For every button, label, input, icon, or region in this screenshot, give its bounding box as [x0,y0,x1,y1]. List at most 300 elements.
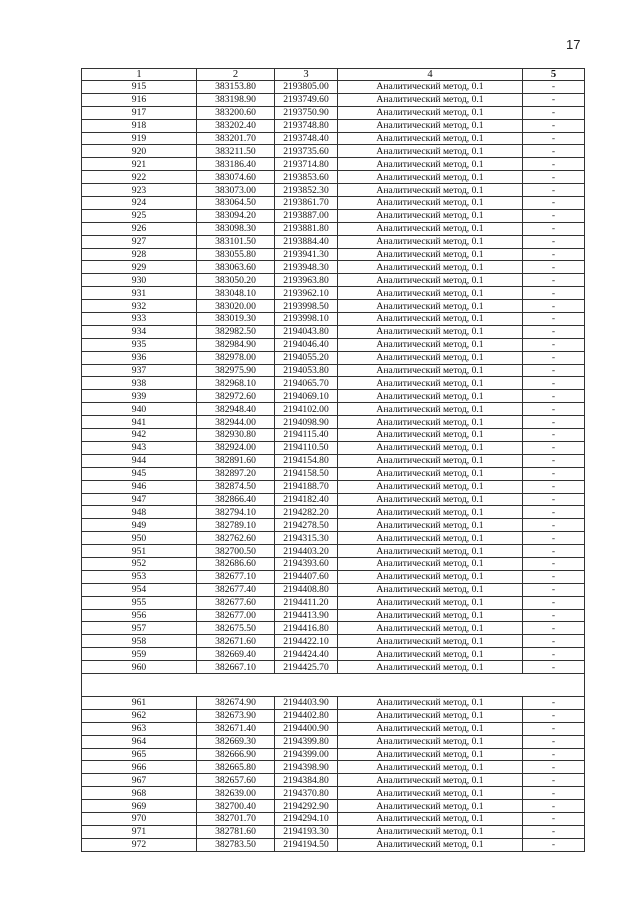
table-cell-col5: - [523,106,585,119]
table-row [82,609,585,622]
table-row [82,325,585,338]
table-cell-col2: 383064.50 [197,197,275,210]
table-cell-col5: - [523,403,585,416]
table-cell-col4: Аналитический метод, 0.1 [338,709,523,722]
table-cell-col3: 2194292.90 [275,800,338,813]
table-cell-col5: - [523,416,585,429]
table-cell-col2: 382978.00 [197,351,275,364]
table-cell-col3: 2194407.60 [275,570,338,583]
table-row [82,119,585,132]
table-cell-col1: 950 [82,532,197,545]
table-cell-col3: 2193748.40 [275,132,338,145]
table-row [82,93,585,106]
table-row [82,557,585,570]
table-cell-col1: 964 [82,735,197,748]
table-cell-col4: Аналитический метод, 0.1 [338,506,523,519]
table-cell-col5: - [523,325,585,338]
table-cell-col3: 2194402.80 [275,709,338,722]
table-cell-col2: 383074.60 [197,171,275,184]
table-cell-col4: Аналитический метод, 0.1 [338,209,523,222]
table-cell-col3: 2194408.80 [275,583,338,596]
table-cell-col3: 2194182.40 [275,493,338,506]
table-cell-col2: 382671.60 [197,635,275,648]
table-cell-col4: Аналитический метод, 0.1 [338,748,523,761]
table-cell-col1: 940 [82,403,197,416]
table-cell-col3: 2193748.80 [275,119,338,132]
table-row [82,838,585,851]
table-cell-col2: 382930.80 [197,429,275,442]
table-cell-col5: - [523,377,585,390]
table-cell-col2: 382675.50 [197,622,275,635]
table-row [82,81,585,94]
table-row [82,735,585,748]
table-cell-col2: 382972.60 [197,390,275,403]
table-cell-col5: - [523,812,585,825]
table-cell-col4: Аналитический метод, 0.1 [338,274,523,287]
table-cell-col3: 2194399.00 [275,748,338,761]
table-cell-col2: 382657.60 [197,774,275,787]
table-cell-col5: - [523,622,585,635]
table-cell-col4: Аналитический метод, 0.1 [338,106,523,119]
table-cell-col3: 2194102.00 [275,403,338,416]
table-cell-col3: 2194194.50 [275,838,338,851]
table-cell-col2: 382700.50 [197,545,275,558]
table-cell-col1: 922 [82,171,197,184]
separator-row [82,673,585,696]
table-row [82,222,585,235]
table-cell-col5: - [523,506,585,519]
table-cell-col5: - [523,81,585,94]
table-row [82,570,585,583]
table-row [82,429,585,442]
table-cell-col4: Аналитический метод, 0.1 [338,145,523,158]
table-cell-col4: Аналитический метод, 0.1 [338,403,523,416]
table-cell-col3: 2194422.10 [275,635,338,648]
table-cell-col4: Аналитический метод, 0.1 [338,416,523,429]
table-cell-col5: - [523,93,585,106]
table-cell-col2: 383020.00 [197,300,275,313]
table-cell-col5: - [523,390,585,403]
table-row [82,184,585,197]
table-row [82,364,585,377]
table-cell-col3: 2193998.10 [275,313,338,326]
table-cell-col5: - [523,145,585,158]
table-cell-col4: Аналитический метод, 0.1 [338,287,523,300]
table-cell-col5: - [523,493,585,506]
table-cell-col3: 2194055.20 [275,351,338,364]
table-cell-col2: 382975.90 [197,364,275,377]
table-cell-col5: - [523,467,585,480]
table-cell-col2: 382781.60 [197,825,275,838]
table-cell-col5: - [523,454,585,467]
table-row [82,454,585,467]
table-cell-col4: Аналитический метод, 0.1 [338,261,523,274]
table-cell-col2: 383050.20 [197,274,275,287]
table-row [82,825,585,838]
table-cell-col4: Аналитический метод, 0.1 [338,480,523,493]
table-cell-col2: 383048.10 [197,287,275,300]
table-cell-col2: 382783.50 [197,838,275,851]
table-cell-col4: Аналитический метод, 0.1 [338,81,523,94]
table-cell-col5: - [523,748,585,761]
table-cell-col3: 2194110.50 [275,441,338,454]
table-cell-col1: 942 [82,429,197,442]
table-cell-col3: 2194315.30 [275,532,338,545]
table-cell-col5: - [523,119,585,132]
table-cell-col5: - [523,800,585,813]
table-row [82,622,585,635]
table-row [82,338,585,351]
table-cell-col4: Аналитический метод, 0.1 [338,812,523,825]
table-cell-col1: 952 [82,557,197,570]
table-cell-col1: 945 [82,467,197,480]
table-cell-col2: 383098.30 [197,222,275,235]
table-cell-col1: 917 [82,106,197,119]
table-cell-col1: 927 [82,235,197,248]
table-row [82,583,585,596]
table-cell-col3: 2194053.80 [275,364,338,377]
table-cell-col3: 2194188.70 [275,480,338,493]
table-row [82,197,585,210]
table-cell-col2: 382700.40 [197,800,275,813]
table-cell-col1: 951 [82,545,197,558]
table-cell-col5: - [523,648,585,661]
table-cell-col1: 970 [82,812,197,825]
table-cell-col1: 961 [82,696,197,709]
table-cell-col1: 959 [82,648,197,661]
table-cell-col4: Аналитический метод, 0.1 [338,158,523,171]
table-cell-col4: Аналитический метод, 0.1 [338,93,523,106]
table-row [82,274,585,287]
table-cell-col1: 965 [82,748,197,761]
table-cell-col1: 946 [82,480,197,493]
table-cell-col3: 2194043.80 [275,325,338,338]
table-cell-col2: 382674.90 [197,696,275,709]
table-cell-col5: - [523,722,585,735]
table-cell-col4: Аналитический метод, 0.1 [338,300,523,313]
table-cell-col4: Аналитический метод, 0.1 [338,570,523,583]
table-cell-col1: 948 [82,506,197,519]
page-number: 17 [566,37,581,52]
table-cell-col1: 957 [82,622,197,635]
table-row [82,171,585,184]
table-cell-col2: 382671.40 [197,722,275,735]
table-cell-col3: 2194413.90 [275,609,338,622]
table-cell-col3: 2194400.90 [275,722,338,735]
header-cell-5: 5 [523,69,585,81]
table-cell-col2: 383198.90 [197,93,275,106]
table-row [82,441,585,454]
table-cell-col5: - [523,158,585,171]
table-cell-col5: - [523,661,585,674]
table-cell-col3: 2193941.30 [275,248,338,261]
table-cell-col5: - [523,480,585,493]
table-row [82,722,585,735]
table-cell-col5: - [523,274,585,287]
table-cell-col2: 383200.60 [197,106,275,119]
table-row [82,416,585,429]
table-cell-col5: - [523,570,585,583]
table-cell-col1: 932 [82,300,197,313]
table-row [82,313,585,326]
table-cell-col3: 2193962.10 [275,287,338,300]
table-cell-col5: - [523,132,585,145]
table-cell-col5: - [523,838,585,851]
table-cell-col3: 2194370.80 [275,787,338,800]
table-cell-col1: 929 [82,261,197,274]
table-cell-col2: 382667.10 [197,661,275,674]
table-cell-col4: Аналитический метод, 0.1 [338,235,523,248]
table-cell-col1: 923 [82,184,197,197]
table-cell-col5: - [523,519,585,532]
table-row [82,403,585,416]
table-cell-col3: 2194425.70 [275,661,338,674]
table-cell-col1: 971 [82,825,197,838]
table-cell-col2: 383153.80 [197,81,275,94]
header-cell-3: 3 [275,69,338,81]
table-cell-col3: 2194154.80 [275,454,338,467]
table-cell-col4: Аналитический метод, 0.1 [338,454,523,467]
table-cell-col3: 2194158.50 [275,467,338,480]
table-row [82,145,585,158]
table-cell-col2: 382866.40 [197,493,275,506]
table-cell-col2: 382677.10 [197,570,275,583]
table-cell-col3: 2193853.60 [275,171,338,184]
table-row [82,493,585,506]
table-cell-col3: 2193735.60 [275,145,338,158]
table-cell-col2: 382789.10 [197,519,275,532]
table-row [82,787,585,800]
table-row [82,812,585,825]
table-cell-col1: 938 [82,377,197,390]
table-row [82,748,585,761]
table-cell-col2: 382948.40 [197,403,275,416]
table-cell-col4: Аналитический метод, 0.1 [338,325,523,338]
table-row [82,774,585,787]
table-cell-col2: 383063.60 [197,261,275,274]
table-row [82,390,585,403]
table-cell-col5: - [523,596,585,609]
table-cell-col2: 382669.40 [197,648,275,661]
table-cell-col3: 2194411.20 [275,596,338,609]
table-cell-col4: Аналитический метод, 0.1 [338,351,523,364]
table-row [82,709,585,722]
table-cell-col4: Аналитический метод, 0.1 [338,800,523,813]
table-cell-col3: 2194294.10 [275,812,338,825]
table-row [82,696,585,709]
table-cell-col5: - [523,300,585,313]
table-row [82,287,585,300]
table-cell-col1: 960 [82,661,197,674]
table-cell-col5: - [523,197,585,210]
table-cell-col3: 2193749.60 [275,93,338,106]
table-cell-col2: 382762.60 [197,532,275,545]
table-cell-col2: 382639.00 [197,787,275,800]
table-cell-col2: 382897.20 [197,467,275,480]
table-cell-col4: Аналитический метод, 0.1 [338,735,523,748]
table-cell-col4: Аналитический метод, 0.1 [338,519,523,532]
table-cell-col1: 943 [82,441,197,454]
table-cell-col2: 382891.60 [197,454,275,467]
table-cell-col4: Аналитический метод, 0.1 [338,545,523,558]
table-row [82,635,585,648]
table-cell-col5: - [523,545,585,558]
table-cell-col3: 2193852.30 [275,184,338,197]
table-cell-col1: 967 [82,774,197,787]
table-cell-col2: 382794.10 [197,506,275,519]
table-cell-col1: 936 [82,351,197,364]
table-cell-col5: - [523,184,585,197]
table-cell-col4: Аналитический метод, 0.1 [338,696,523,709]
table-cell-col3: 2193714.80 [275,158,338,171]
table-cell-col3: 2194069.10 [275,390,338,403]
table-cell-col3: 2193881.80 [275,222,338,235]
table-cell-col5: - [523,609,585,622]
table-cell-col4: Аналитический метод, 0.1 [338,338,523,351]
table-cell-col3: 2194403.90 [275,696,338,709]
table-cell-col1: 969 [82,800,197,813]
table-cell-col3: 2193887.00 [275,209,338,222]
table-cell-col4: Аналитический метод, 0.1 [338,825,523,838]
table-cell-col1: 937 [82,364,197,377]
table-cell-col2: 383201.70 [197,132,275,145]
table-cell-col3: 2194046.40 [275,338,338,351]
table-cell-col4: Аналитический метод, 0.1 [338,838,523,851]
table-cell-col2: 383094.20 [197,209,275,222]
table-cell-col5: - [523,825,585,838]
table-cell-col3: 2193750.90 [275,106,338,119]
table-row [82,761,585,774]
table-cell-col1: 919 [82,132,197,145]
table-cell-col1: 933 [82,313,197,326]
table-row [82,648,585,661]
table-cell-col5: - [523,287,585,300]
table-cell-col5: - [523,709,585,722]
table-cell-col1: 918 [82,119,197,132]
table-cell-col3: 2194398.90 [275,761,338,774]
header-cell-2: 2 [197,69,275,81]
table-cell-col3: 2194098.90 [275,416,338,429]
table-cell-col1: 966 [82,761,197,774]
table-cell-col4: Аналитический метод, 0.1 [338,583,523,596]
table-cell-col1: 935 [82,338,197,351]
table-cell-col4: Аналитический метод, 0.1 [338,648,523,661]
table-cell-col3: 2194282.20 [275,506,338,519]
table-cell-col1: 916 [82,93,197,106]
table-cell-col4: Аналитический метод, 0.1 [338,622,523,635]
table-cell-col1: 968 [82,787,197,800]
table-cell-col1: 953 [82,570,197,583]
table-cell-col2: 383202.40 [197,119,275,132]
table-cell-col4: Аналитический метод, 0.1 [338,609,523,622]
table-cell-col2: 382669.30 [197,735,275,748]
table-cell-col1: 934 [82,325,197,338]
table-cell-col4: Аналитический метод, 0.1 [338,557,523,570]
table-cell-col4: Аналитический метод, 0.1 [338,787,523,800]
table-cell-col5: - [523,248,585,261]
table-cell-col4: Аналитический метод, 0.1 [338,467,523,480]
table-row [82,300,585,313]
table-cell-col3: 2194193.30 [275,825,338,838]
table-cell-col4: Аналитический метод, 0.1 [338,761,523,774]
table-cell-col3: 2194424.40 [275,648,338,661]
table-cell-col2: 383019.30 [197,313,275,326]
header-row [82,69,585,81]
table-cell-col1: 944 [82,454,197,467]
table-cell-col3: 2193948.30 [275,261,338,274]
table-row [82,158,585,171]
table-row [82,209,585,222]
table-cell-col2: 382874.50 [197,480,275,493]
table-cell-col5: - [523,761,585,774]
table-cell-col4: Аналитический метод, 0.1 [338,313,523,326]
table-row [82,235,585,248]
table-row [82,596,585,609]
table-cell-col4: Аналитический метод, 0.1 [338,635,523,648]
table-cell-col1: 924 [82,197,197,210]
table-cell-col1: 926 [82,222,197,235]
table-cell-col4: Аналитический метод, 0.1 [338,441,523,454]
table-cell-col5: - [523,364,585,377]
table-cell-col5: - [523,222,585,235]
table-cell-col1: 954 [82,583,197,596]
table-cell-col4: Аналитический метод, 0.1 [338,377,523,390]
table-cell-col5: - [523,532,585,545]
table-cell-col5: - [523,635,585,648]
table-cell-col2: 382677.60 [197,596,275,609]
table-row [82,106,585,119]
table-row [82,800,585,813]
table-cell-col3: 2194416.80 [275,622,338,635]
table-cell-col2: 382701.70 [197,812,275,825]
table-cell-col3: 2194403.20 [275,545,338,558]
table-cell-col5: - [523,557,585,570]
table-cell-col5: - [523,735,585,748]
table-cell-col2: 382677.00 [197,609,275,622]
table-cell-col3: 2194065.70 [275,377,338,390]
table-row [82,248,585,261]
table-cell-col1: 928 [82,248,197,261]
header-cell-4: 4 [338,69,523,81]
table-cell-col5: - [523,441,585,454]
table-cell-col2: 383073.00 [197,184,275,197]
table-cell-col2: 382686.60 [197,557,275,570]
table-cell-col3: 2193805.00 [275,81,338,94]
table-cell-col2: 383186.40 [197,158,275,171]
table-cell-col1: 972 [82,838,197,851]
table-cell-col2: 383055.80 [197,248,275,261]
table-cell-col1: 931 [82,287,197,300]
table-cell-col2: 382924.00 [197,441,275,454]
table-cell-col4: Аналитический метод, 0.1 [338,429,523,442]
table-cell-col4: Аналитический метод, 0.1 [338,171,523,184]
table-cell-col5: - [523,696,585,709]
table-cell-col2: 382666.90 [197,748,275,761]
table-cell-col3: 2193884.40 [275,235,338,248]
table-cell-col1: 915 [82,81,197,94]
table-row [82,545,585,558]
table-cell-col4: Аналитический метод, 0.1 [338,596,523,609]
table-cell-col4: Аналитический метод, 0.1 [338,722,523,735]
table-row [82,506,585,519]
table-cell-col2: 383101.50 [197,235,275,248]
table-cell-col1: 963 [82,722,197,735]
table-cell-col4: Аналитический метод, 0.1 [338,661,523,674]
table-row [82,532,585,545]
table-cell-col1: 962 [82,709,197,722]
table-cell-col5: - [523,313,585,326]
table-cell-col2: 382968.10 [197,377,275,390]
